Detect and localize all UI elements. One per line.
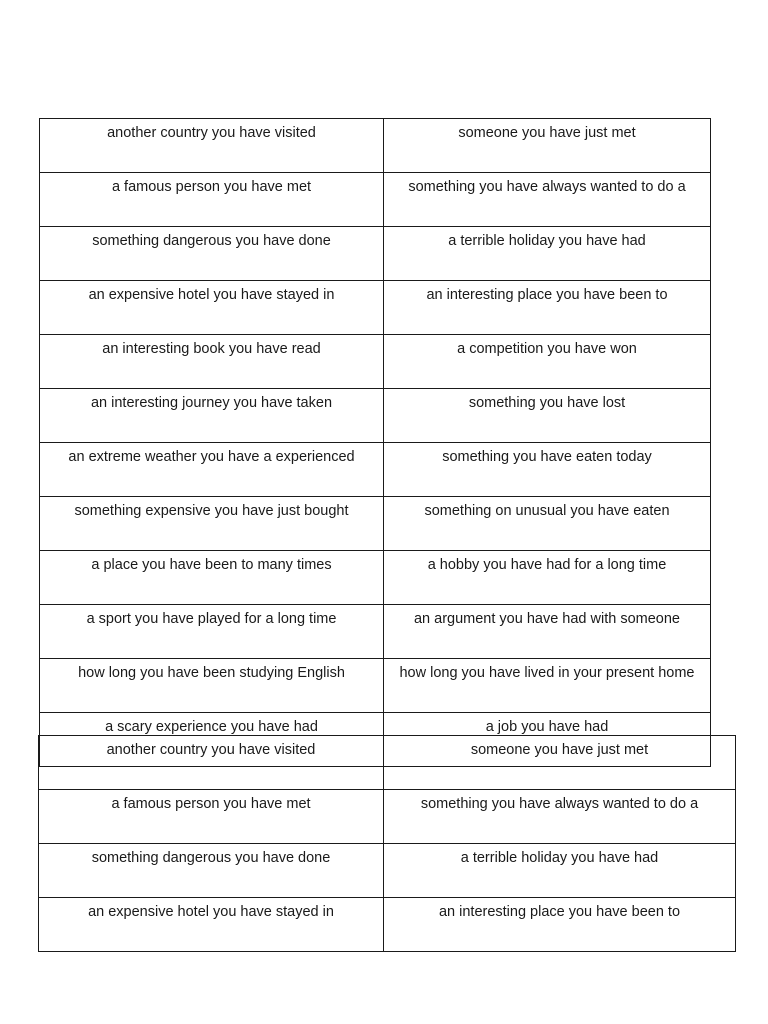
table-row bbox=[39, 844, 736, 898]
card-cell: an expensive hotel you have stayed in bbox=[40, 281, 384, 335]
table-row bbox=[40, 551, 711, 605]
card-cell: a famous person you have met bbox=[40, 173, 384, 227]
card-cell: a competition you have won bbox=[384, 335, 711, 389]
card-cell: an interesting journey you have taken bbox=[40, 389, 384, 443]
card-cell: a terrible holiday you have had bbox=[384, 227, 711, 281]
table-row bbox=[39, 790, 736, 844]
card-cell: something you have always wanted to do a bbox=[384, 173, 711, 227]
card-cell: someone you have just met bbox=[384, 119, 711, 173]
card-cell: something you have lost bbox=[384, 389, 711, 443]
card-cell: a famous person you have met bbox=[39, 790, 384, 844]
card-cell: another country you have visited bbox=[40, 119, 384, 173]
card-cell: a place you have been to many times bbox=[40, 551, 384, 605]
card-cell: an interesting place you have been to bbox=[384, 281, 711, 335]
card-cell: how long you have been studying English bbox=[40, 659, 384, 713]
table-row bbox=[40, 119, 711, 173]
card-cell: something you have always wanted to do a bbox=[384, 790, 736, 844]
card-cell: something on unusual you have eaten bbox=[384, 497, 711, 551]
conversation-cards-table-1 bbox=[39, 118, 711, 767]
card-cell: a scary experience you have had bbox=[40, 713, 384, 767]
card-cell: a sport you have played for a long time bbox=[40, 605, 384, 659]
card-cell: how long you have lived in your present home bbox=[384, 659, 711, 713]
table-row bbox=[39, 898, 736, 952]
card-cell: something expensive you have just bought bbox=[40, 497, 384, 551]
table-row bbox=[40, 659, 711, 713]
card-cell: an interesting book you have read bbox=[40, 335, 384, 389]
table-row bbox=[40, 335, 711, 389]
card-cell: a job you have had bbox=[384, 713, 711, 767]
card-cell: something dangerous you have done bbox=[39, 844, 384, 898]
card-cell: an interesting place you have been to bbox=[384, 898, 736, 952]
card-cell: a terrible holiday you have had bbox=[384, 844, 736, 898]
card-cell: an argument you have had with someone bbox=[384, 605, 711, 659]
table-row bbox=[40, 281, 711, 335]
table-row bbox=[39, 736, 736, 790]
card-cell: something dangerous you have done bbox=[40, 227, 384, 281]
card-cell: another country you have visited bbox=[39, 736, 384, 790]
conversation-cards-table-2 bbox=[38, 735, 736, 952]
table-row bbox=[40, 227, 711, 281]
card-cell: an expensive hotel you have stayed in bbox=[39, 898, 384, 952]
card-cell: someone you have just met bbox=[384, 736, 736, 790]
table-row bbox=[40, 173, 711, 227]
table-row bbox=[40, 605, 711, 659]
table-row bbox=[40, 443, 711, 497]
card-cell: something you have eaten today bbox=[384, 443, 711, 497]
table-row bbox=[40, 389, 711, 443]
card-cell: a hobby you have had for a long time bbox=[384, 551, 711, 605]
table-row bbox=[40, 497, 711, 551]
card-cell: an extreme weather you have a experienced bbox=[40, 443, 384, 497]
